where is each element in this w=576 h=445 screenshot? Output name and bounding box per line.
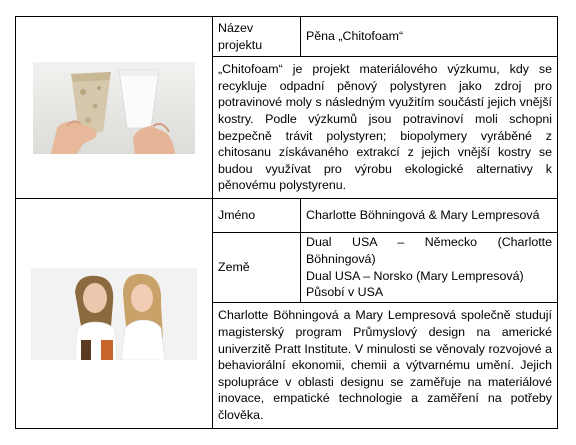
authors-image-cell	[16, 199, 213, 429]
project-info-table	[15, 16, 558, 429]
authors-bio: Charlotte Böhningová a Mary Lempresová společně studují magisterský program Průmyslový design na americké univerzitě Pratt Institute. V minulosti se věnovaly rozvojové a behaviorální ekonomii, chemii a výtvarnému umění. Jejich spolupráce v oblasti designu se zaměřuje na materiálové inovace, empatické technologie a zaměření na potřeby člověka.	[218, 308, 552, 422]
country-line: Dual USA – Německo (Charlotte Böhningová)	[306, 235, 552, 266]
country-label: Země	[218, 260, 250, 275]
author-name-value-cell	[301, 199, 558, 233]
project-name-label: Název projektu	[218, 20, 263, 52]
project-name-label-cell	[213, 17, 301, 57]
project-description: „Chitofoam“ je projekt materiálového výzkumu, kdy se recykluje odpadní pěnový polystyren jako zdroj pro potravinové moly s následným využitím součástí jejich vnější kostry. Podle výzkumů jsou potravinoví moli schopni bezpečně trávit polystyren; biopolymery vyráběné z chitosanu získávaného extrakcí z jejich vnější kostry se budou využívat pro výrobu ekologické alternativy k pěnovému polystyrenu.	[218, 62, 552, 193]
project-image-cell	[16, 17, 213, 199]
country-line: Dual USA – Norsko (Mary Lempresová)	[306, 268, 524, 283]
country-label-cell	[213, 233, 301, 303]
authors-bio-cell	[213, 303, 558, 429]
country-line: Působí v USA	[306, 285, 384, 300]
cups-photo	[33, 62, 195, 154]
project-name-value: Pěna „Chitofoam“	[306, 29, 404, 44]
country-value-cell	[301, 233, 558, 303]
author-name-value: Charlotte Böhningová & Mary Lempresová	[306, 208, 540, 223]
project-name-value-cell	[301, 17, 558, 57]
project-description-cell	[213, 57, 558, 199]
authors-photo	[31, 268, 197, 360]
author-name-label: Jméno	[218, 208, 256, 223]
author-name-label-cell	[213, 199, 301, 233]
